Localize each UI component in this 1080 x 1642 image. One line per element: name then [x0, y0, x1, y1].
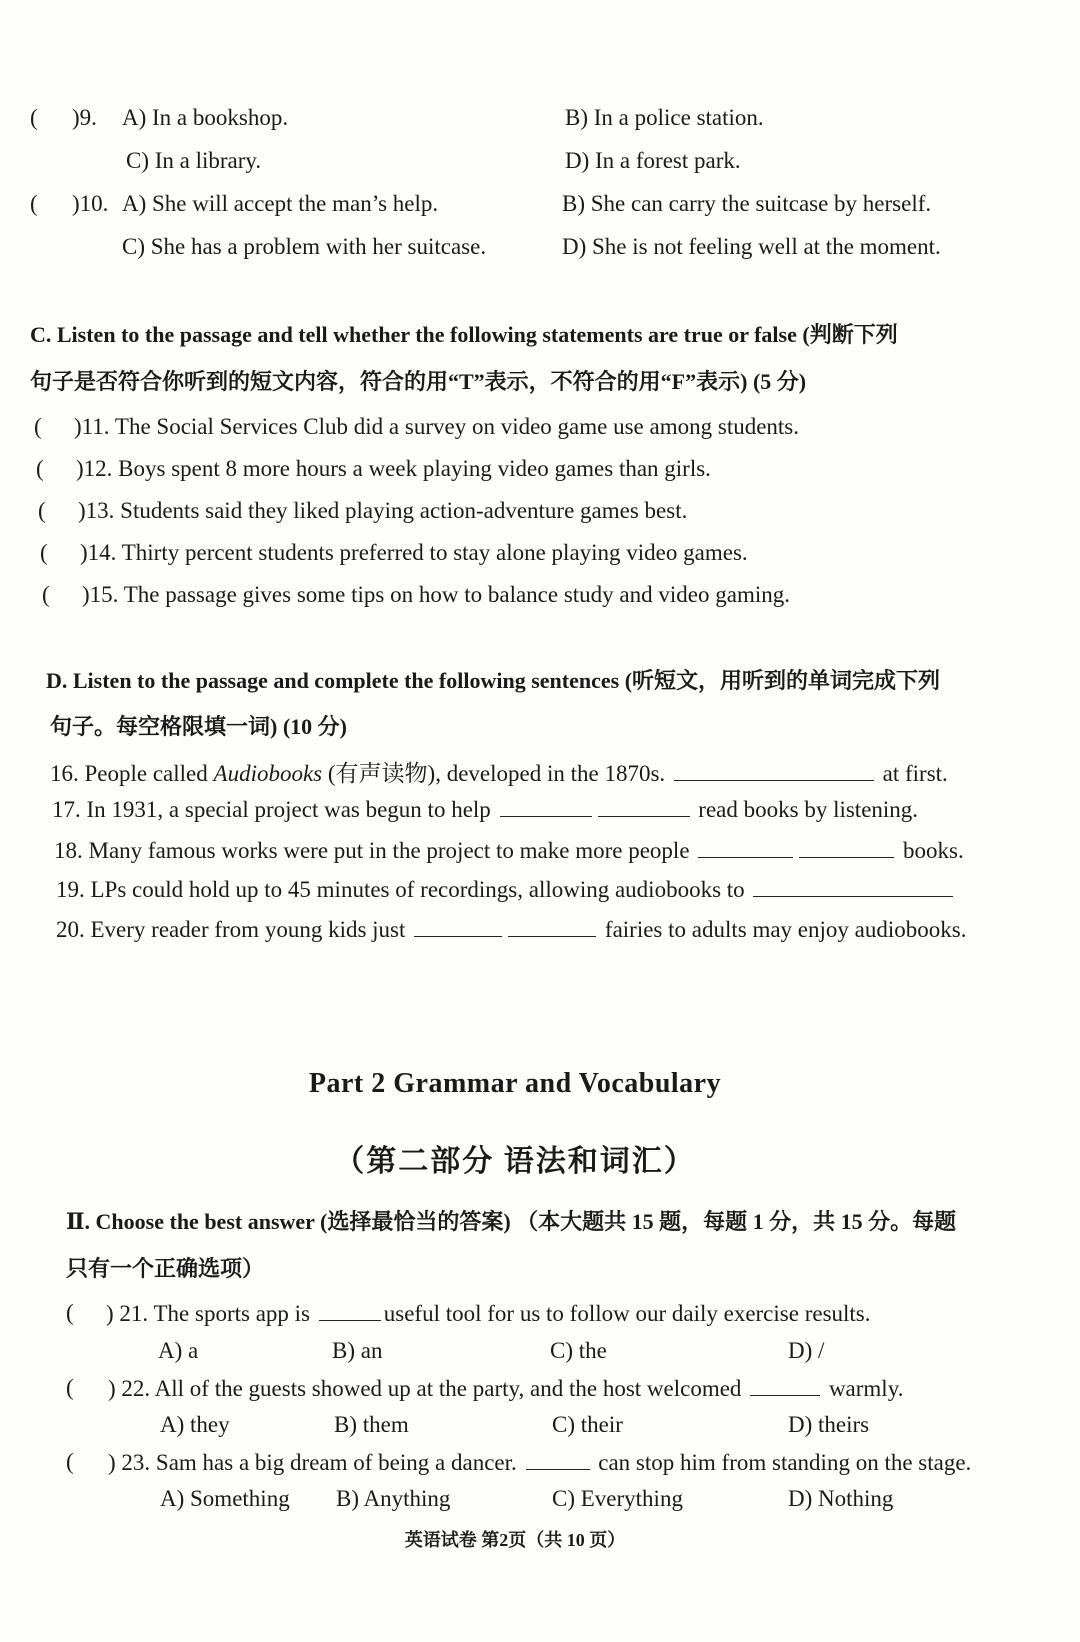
- question-text: ) 22. All of the guests showed up at the party, and the host welcomed: [108, 1376, 748, 1401]
- option-d: D) She is not feeling well at the moment.: [562, 234, 941, 259]
- sentence-text: (有声读物), developed in the 1870s.: [322, 761, 671, 786]
- fill-blank[interactable]: [508, 916, 596, 937]
- sentence-text: at first.: [876, 761, 948, 786]
- section-c-heading-cont: 句子是否符合你听到的短文内容，符合的用“T”表示，不符合的用“F”表示) (5 分): [30, 369, 807, 394]
- section-d-heading: D. Listen to the passage and complete the following sentences (听短文，用听到的单词完成下列: [46, 668, 941, 693]
- sentence-italic-term: Audiobooks: [213, 761, 323, 786]
- question-text: ) 21. The sports app is: [106, 1301, 316, 1326]
- statement-15: )15. The passage gives some tips on how to balance study and video gaming.: [82, 582, 790, 607]
- answer-paren: (: [66, 1375, 74, 1400]
- part-title-cn: （第二部分 语法和词汇）: [334, 1145, 696, 1178]
- answer-paren: (: [66, 1300, 74, 1325]
- option-c: C) In a library.: [126, 148, 262, 173]
- question-22: [108, 1375, 903, 1402]
- section-d-heading-cont: 句子。每空格限填一词) (10 分): [50, 714, 347, 739]
- sentence-text: 20. Every reader from young kids just: [56, 917, 412, 942]
- option-b: B) an: [332, 1338, 383, 1363]
- answer-paren: (: [38, 498, 46, 523]
- answer-paren: (: [42, 582, 50, 607]
- option-b: B) In a police station.: [565, 105, 764, 130]
- question-text: can stop him from standing on the stage.: [592, 1450, 972, 1475]
- fill-blank[interactable]: [753, 876, 953, 897]
- question-number: )10.: [72, 191, 109, 216]
- fill-blank[interactable]: [674, 760, 874, 781]
- fill-blank[interactable]: [500, 796, 592, 817]
- option-d: D) Nothing: [788, 1486, 894, 1511]
- option-d: D) In a forest park.: [565, 148, 741, 173]
- option-b: B) She can carry the suitcase by herself.: [562, 191, 932, 216]
- statement-11: )11. The Social Services Club did a survey on video game use among students.: [74, 414, 800, 439]
- sentence-text: fairies to adults may enjoy audiobooks.: [599, 917, 967, 942]
- sentence-text: 17. In 1931, a special project was begun to help: [52, 797, 497, 822]
- statement-14: )14. Thirty percent students preferred to stay alone playing video games.: [80, 540, 748, 565]
- option-b: B) Anything: [336, 1486, 451, 1511]
- sentence-17: [52, 796, 918, 823]
- question-text: ) 23. Sam has a big dream of being a dancer.: [108, 1450, 523, 1475]
- option-a: A) She will accept the man’s help.: [122, 191, 439, 216]
- fill-blank[interactable]: [750, 1375, 820, 1396]
- fill-blank[interactable]: [799, 837, 894, 858]
- question-number: )9.: [72, 105, 97, 130]
- section-ii-heading-cont: 只有一个正确选项）: [66, 1256, 265, 1281]
- answer-paren: (: [30, 105, 38, 130]
- sentence-text: read books by listening.: [692, 797, 919, 822]
- sentence-16: [50, 755, 948, 788]
- sentence-19: [56, 876, 956, 903]
- option-b: B) them: [334, 1412, 409, 1437]
- sentence-20: [56, 916, 966, 943]
- part-title: Part 2 Grammar and Vocabulary: [308, 1068, 722, 1099]
- section-c-heading: C. Listen to the passage and tell whether the following statements are true or false (判断下列: [30, 322, 898, 347]
- fill-blank[interactable]: [698, 837, 793, 858]
- sentence-text: 18. Many famous works were put in the project to make more people: [54, 838, 696, 863]
- fill-blank[interactable]: [598, 796, 690, 817]
- statement-13: )13. Students said they liked playing action-adventure games best.: [78, 498, 688, 523]
- option-a: A) In a bookshop.: [122, 105, 289, 130]
- option-d: D) theirs: [788, 1412, 870, 1437]
- option-c: C) She has a problem with her suitcase.: [122, 234, 487, 259]
- answer-paren: (: [34, 414, 42, 439]
- question-21: [106, 1300, 871, 1327]
- sentence-text: 19. LPs could hold up to 45 minutes of recordings, allowing audiobooks to: [56, 877, 751, 902]
- option-a: A) Something: [160, 1486, 290, 1511]
- answer-paren: (: [66, 1449, 74, 1474]
- fill-blank[interactable]: [319, 1300, 381, 1321]
- page-footer: 英语试卷 第2页（共 10 页）: [404, 1530, 626, 1550]
- answer-paren: (: [40, 540, 48, 565]
- option-c: C) their: [552, 1412, 623, 1437]
- option-c: C) the: [550, 1338, 607, 1363]
- option-a: A) they: [160, 1412, 230, 1437]
- fill-blank[interactable]: [414, 916, 502, 937]
- option-d: D) /: [788, 1338, 825, 1363]
- option-a: A) a: [158, 1338, 199, 1363]
- option-c: C) Everything: [552, 1486, 683, 1511]
- sentence-text: 16. People called: [50, 761, 214, 786]
- answer-paren: (: [30, 191, 38, 216]
- statement-12: )12. Boys spent 8 more hours a week playing video games than girls.: [76, 456, 711, 481]
- sentence-18: [54, 837, 964, 864]
- fill-blank[interactable]: [526, 1449, 590, 1470]
- answer-paren: (: [36, 456, 44, 481]
- sentence-text: books.: [897, 838, 964, 863]
- question-text: warmly.: [823, 1376, 904, 1401]
- question-text: useful tool for us to follow our daily exercise results.: [383, 1301, 871, 1326]
- section-ii-heading: Ⅱ. Choose the best answer (选择最恰当的答案) （本大题共 15 题，每题 1 分，共 15 分。每题: [66, 1209, 957, 1234]
- question-23: [108, 1449, 971, 1476]
